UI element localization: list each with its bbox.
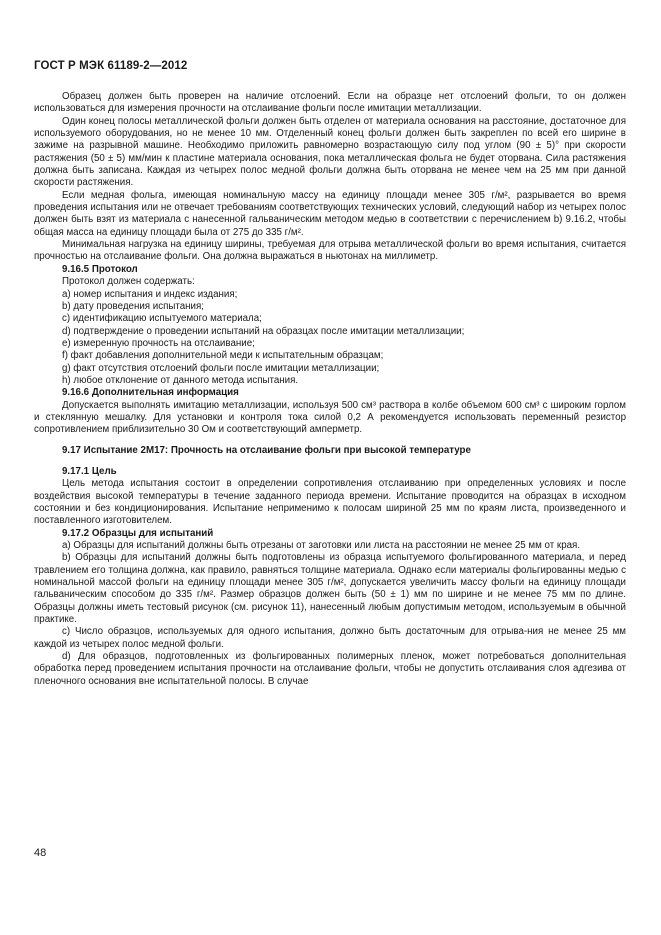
section-heading: 9.16.5 Протокол	[62, 263, 138, 275]
list-item: a) Образцы для испытаний должны быть отрезаны от заготовки или листа на расстоянии не менее 25 мм от края.	[62, 540, 581, 552]
section-title: 9.17 Испытание 2М17: Прочность на отслаивание фольги при высокой температуре	[62, 444, 471, 456]
paragraph: Один конец полосы металлической фольги должен быть отделен от материала основания на расстояние, достаточное для используемого оборудования, но не менее 10 мм. Отделенный конец фольги должен быть закреплен по всей его ширине в зажиме на разрывной машине. Необходимо приложить равномерно возрастающую силу под углом (90 ± 5)° при скорости растяжения (50 ± 5) мм/мин к пластине материала основания, пока металлическая фольга не будет оторвана. Сила растяжения должна быть записана. Каждая из четырех полос медной фольги должна быть оторвана не менее чем на 25 мм при данной скорости растяжения.	[34, 115, 626, 189]
paragraph: Минимальная нагрузка на единицу ширины, требуемая для отрыва металлической фольги во время испытания, считается прочностью на отслаивание фольги. Она должна выражаться в ньютонах на миллиметр.	[34, 239, 626, 263]
list-item: d) подтверждение о проведении испытаний на образцах после имитации металлизации;	[62, 325, 465, 337]
paragraph: Образец должен быть проверен на наличие отслоений. Если на образце нет отслоений фольги, то он должен использоваться для измерения прочности на отслаивание фольги после имитации металлизации.	[34, 91, 626, 115]
list-item: f) факт добавления дополнительной меди к испытательным образцам;	[62, 350, 384, 362]
paragraph: Цель метода испытания состоит в определении сопротивления отслаиванию при определенных условиях и после воздействия высокой температуры в течение заданного периода времени. Испытание проводится на образцах в исходном состоянии и без кондиционирования. Испытание неприменимо к полосам шириной 25 мм по краям листа, произведенного и поставленного изготовителем.	[34, 478, 626, 527]
list-item: d) Для образцов, подготовленных из фольгированных полимерных пленок, может потребоваться дополнительная обработка перед проведением испытания прочности на отслаивание фольги, чтобы не допустить отслаивания слоя адгезива от пленочного основания вне испытательной полосы. В случае	[34, 651, 626, 687]
paragraph: Допускается выполнять имитацию металлизации, используя 500 см³ раствора в колбе объемом 600 см³ с широким горлом и стеклянную мешалку. Для установки и контроля тока силой 0,2 А рекомендуется использовать переменный резистор сопротивлением приблизительно 30 Ом и соответствующий амперметр.	[34, 399, 626, 436]
list-item: e) измеренную прочность на отслаивание;	[62, 337, 255, 349]
document-header: ГОСТ Р МЭК 61189-2—2012	[34, 60, 188, 72]
section-heading: 9.16.6 Дополнительная информация	[62, 387, 239, 399]
list-item: c) идентификацию испытуемого материала;	[62, 313, 262, 325]
list-item: g) факт отсутствия отслоений фольги после имитации металлизации;	[62, 362, 380, 374]
paragraph: Протокол должен содержать:	[62, 276, 195, 288]
page-number: 48	[34, 847, 47, 859]
document-body	[34, 91, 626, 688]
list-item: b) дату проведения испытания;	[62, 300, 204, 312]
list-item: c) Число образцов, используемых для одного испытания, должно быть достаточным для отрыва-ния не менее 25 мм каждой из четырех полос медной фольги.	[34, 626, 626, 650]
list-item: b) Образцы для испытаний должны быть подготовлены из образца испытуемого фольгированного материала, и перед травлением его толщина должна, как правило, равняться толщине материала. Однако если материалы фольгированны медью с номинальной массой фольги на единицу площади менее 305 г/м², допускается увеличить массу фольги на единицу площади гальваническим способом до 335 г/м². Размер образцов должен быть (50 ± 1) мм по ширине и не менее 75 мм по длине. Образцы должны иметь тестовый рисунок (см. рисунок 11), нанесенный любым допустимым методом, используемым в обычной практике.	[34, 552, 626, 626]
section-heading: 9.17.2 Образцы для испытаний	[62, 527, 214, 539]
section-heading: 9.17.1 Цель	[62, 465, 117, 477]
list-item: h) любое отклонение от данного метода испытания.	[62, 374, 299, 386]
paragraph: Если медная фольга, имеющая номинальную массу на единицу площади менее 305 г/м², разрывается во время проведения испытания или не отвечает требованиям соответствующих технических условий, следующий набор из четырех полос должен быть взят из материала с нанесенной гальваническим методом медью в соответствии с перечислением b) 9.16.2, чтобы общая масса на единицу площади была от 275 до 335 г/м².	[34, 189, 626, 238]
list-item: a) номер испытания и индекс издания;	[62, 288, 238, 300]
